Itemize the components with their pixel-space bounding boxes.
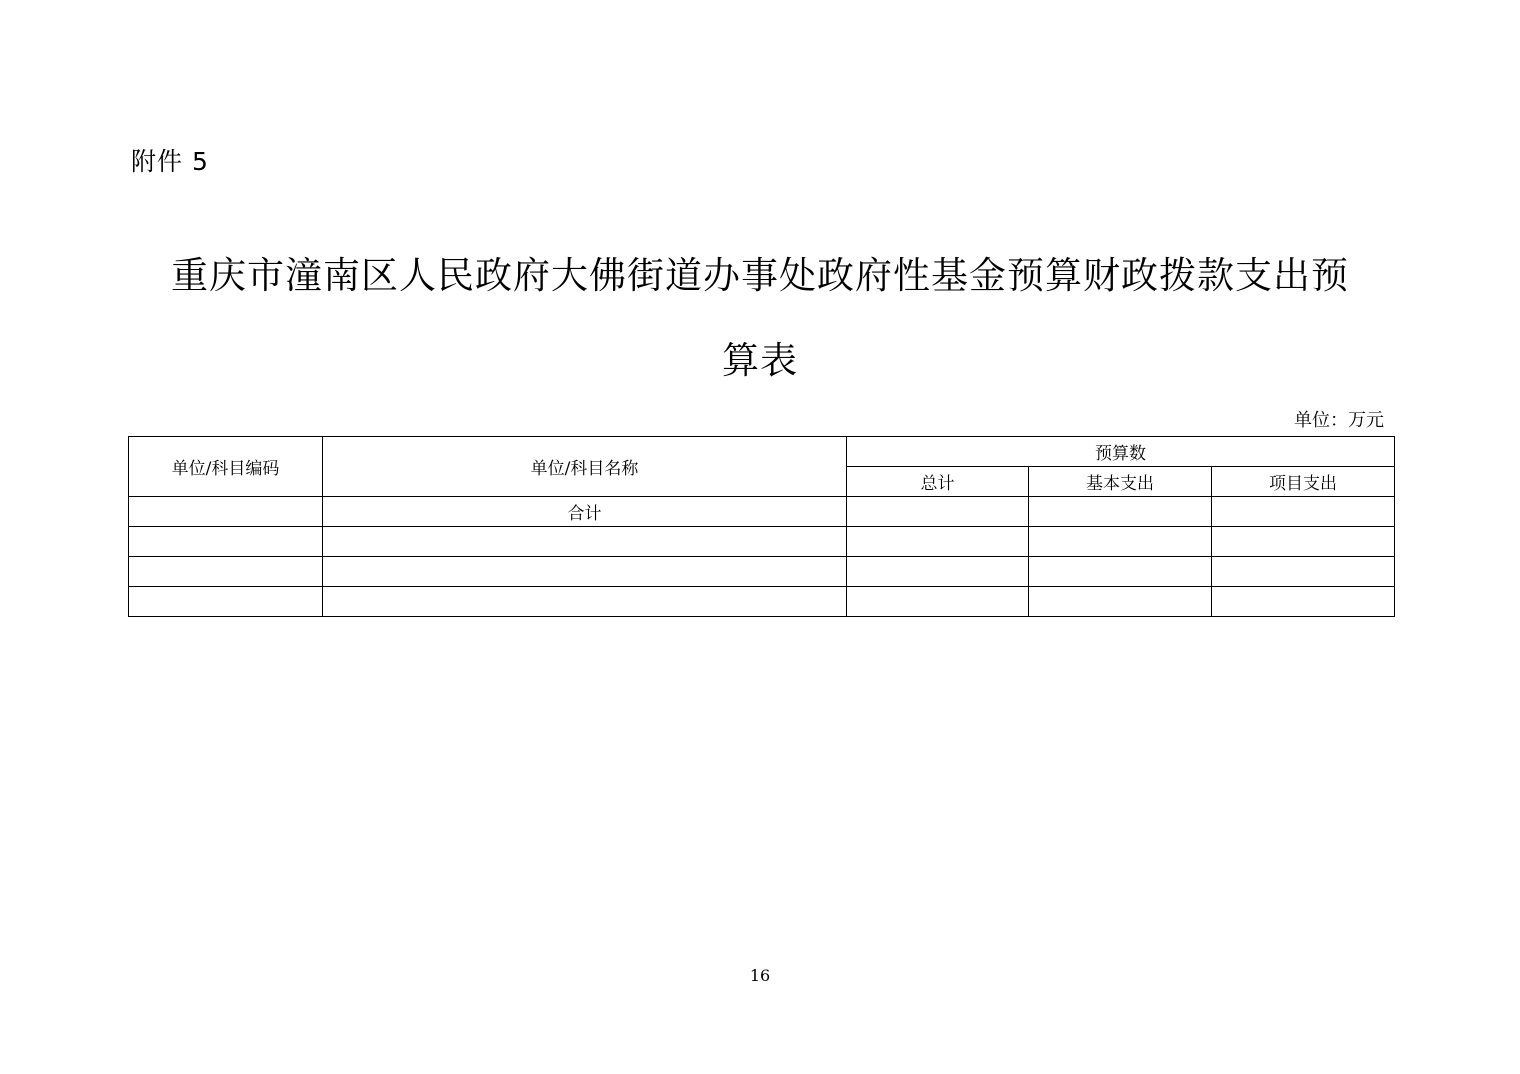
table-row <box>129 497 1395 527</box>
cell-code <box>129 587 323 617</box>
cell-project <box>1212 557 1395 587</box>
cell-name <box>323 557 847 587</box>
cell-basic <box>1029 497 1212 527</box>
attachment-label: 附件 5 <box>131 147 209 176</box>
cell-total <box>847 587 1029 617</box>
cell-project <box>1212 527 1395 557</box>
header-name: 单位/科目名称 <box>323 437 847 497</box>
table-row <box>129 587 1395 617</box>
unit-label: 单位：万元 <box>1294 410 1384 431</box>
header-basic: 基本支出 <box>1029 467 1212 497</box>
header-code: 单位/科目编码 <box>129 437 323 497</box>
table-header-row-1 <box>129 437 1395 467</box>
cell-basic <box>1029 587 1212 617</box>
cell-project <box>1212 587 1395 617</box>
table-row <box>129 557 1395 587</box>
cell-code <box>129 497 323 527</box>
header-budget: 预算数 <box>847 437 1395 467</box>
header-total: 总计 <box>847 467 1029 497</box>
cell-code <box>129 527 323 557</box>
header-project: 项目支出 <box>1212 467 1395 497</box>
page-number: 16 <box>749 966 771 985</box>
document-title-line1: 重庆市潼南区人民政府大佛街道办事处政府性基金预算财政拨款支出预 <box>171 254 1349 297</box>
cell-code <box>129 557 323 587</box>
cell-total <box>847 497 1029 527</box>
cell-total <box>847 527 1029 557</box>
cell-name: 合计 <box>323 497 847 527</box>
cell-project <box>1212 497 1395 527</box>
cell-total <box>847 557 1029 587</box>
cell-name <box>323 527 847 557</box>
cell-name <box>323 587 847 617</box>
cell-basic <box>1029 557 1212 587</box>
budget-table <box>128 436 1395 617</box>
cell-basic <box>1029 527 1212 557</box>
table-row <box>129 527 1395 557</box>
document-title-line2: 算表 <box>722 339 798 382</box>
